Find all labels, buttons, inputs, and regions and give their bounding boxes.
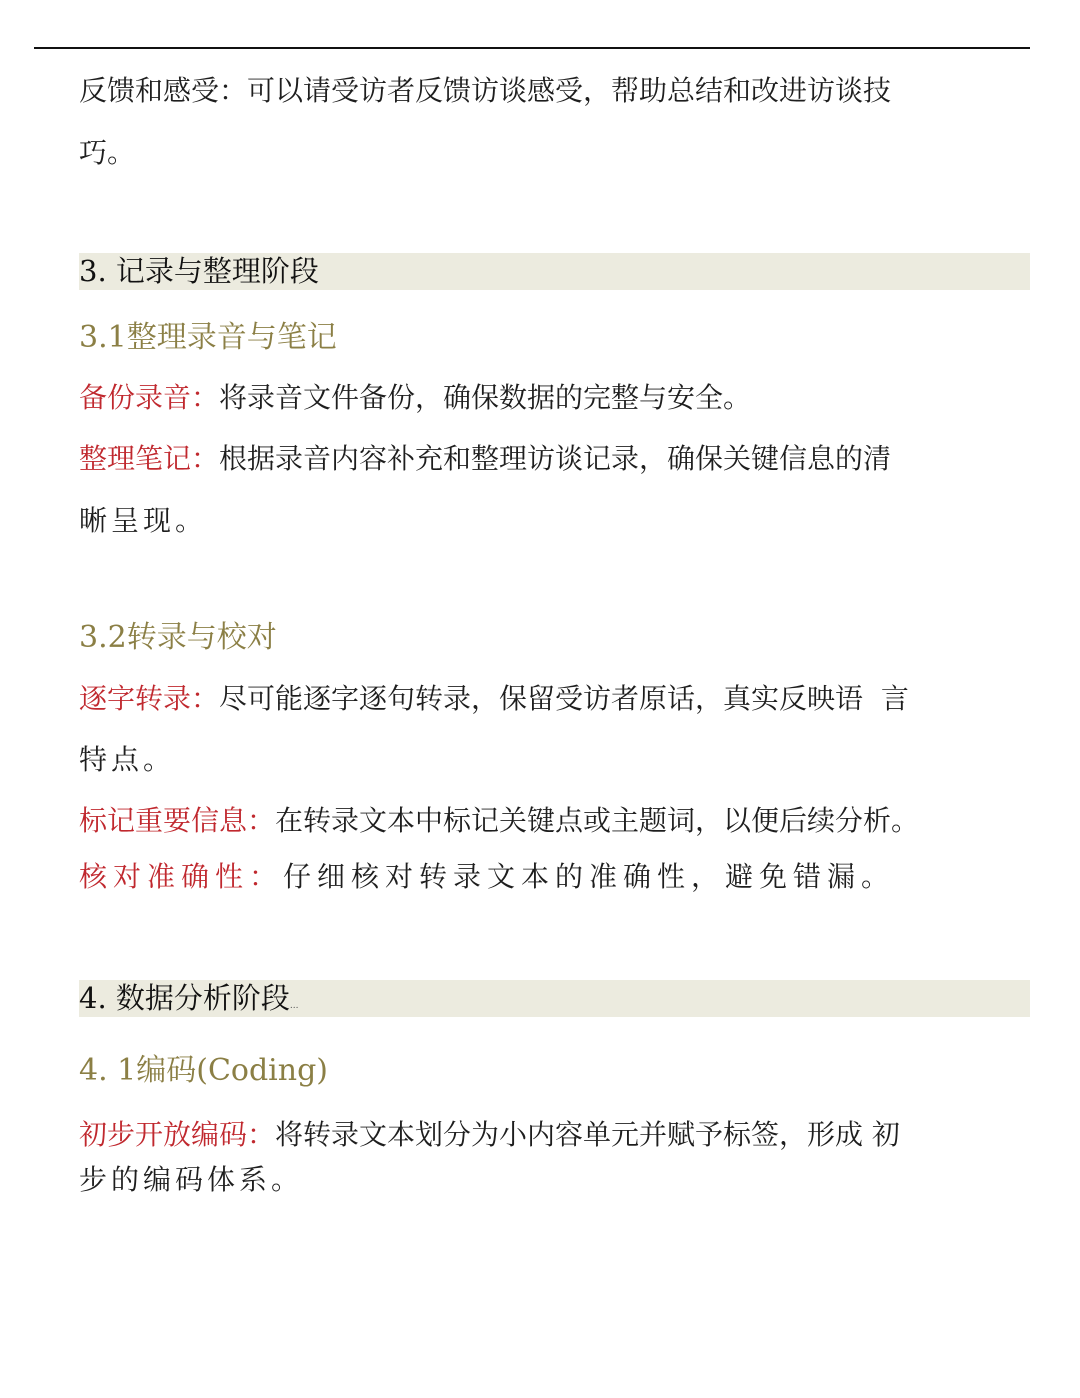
check-text: 仔细核对转录文本的准确性，避免错漏。	[283, 860, 896, 893]
section-heading-4-text: 4. 数据分析阶段	[79, 981, 290, 1015]
check-label: 核对准确性：	[79, 860, 284, 893]
backup-label: 备份录音：	[79, 381, 220, 414]
subheading-4-1: 4. 1编码(Coding)	[79, 1053, 328, 1088]
paragraph-verbatim-cont: 特点。	[79, 743, 176, 776]
paragraph-notes-cont: 晰呈现。	[79, 504, 208, 537]
section-heading-3	[79, 253, 1030, 290]
subheading-3-2: 3.2转录与校对	[79, 620, 277, 655]
verbatim-label: 逐字转录：	[79, 682, 220, 715]
paragraph-notes	[79, 439, 891, 479]
backup-text: 将录音文件备份，确保数据的完整与安全。	[219, 381, 752, 414]
paragraph-open-coding	[79, 1115, 900, 1155]
paragraph-backup	[79, 378, 751, 418]
mark-label: 标记重要信息：	[79, 804, 276, 837]
paragraph-open-coding-cont: 步的编码体系。	[79, 1163, 304, 1196]
subheading-3-1: 3.1整理录音与笔记	[79, 320, 337, 355]
feedback-label: 反馈和感受：	[79, 74, 248, 107]
section-heading-4	[79, 980, 1030, 1017]
verbatim-text: 尽可能逐字逐句转录，保留受访者原话，真实反映语 言	[219, 682, 909, 715]
mark-text: 在转录文本中标记关键点或主题词，以便后续分析。	[275, 804, 920, 837]
section-heading-4-trail: ...	[289, 1001, 299, 1011]
paragraph-mark	[79, 801, 919, 841]
paragraph-check	[79, 857, 895, 897]
notes-label: 整理笔记：	[79, 442, 220, 475]
notes-text: 根据录音内容补充和整理访谈记录，确保关键信息的清	[219, 442, 892, 475]
paragraph-feedback	[79, 71, 891, 111]
open-coding-text: 将转录文本划分为小内容单元并赋予标签，形成 初	[275, 1118, 900, 1151]
paragraph-feedback-cont: 巧。	[79, 136, 136, 169]
feedback-text: 可以请受访者反馈访谈感受，帮助总结和改进访谈技	[247, 74, 892, 107]
section-heading-3-text: 3. 记录与整理阶段	[79, 254, 319, 288]
open-coding-label: 初步开放编码：	[79, 1118, 276, 1151]
paragraph-verbatim	[79, 679, 909, 719]
top-rule	[34, 47, 1030, 49]
